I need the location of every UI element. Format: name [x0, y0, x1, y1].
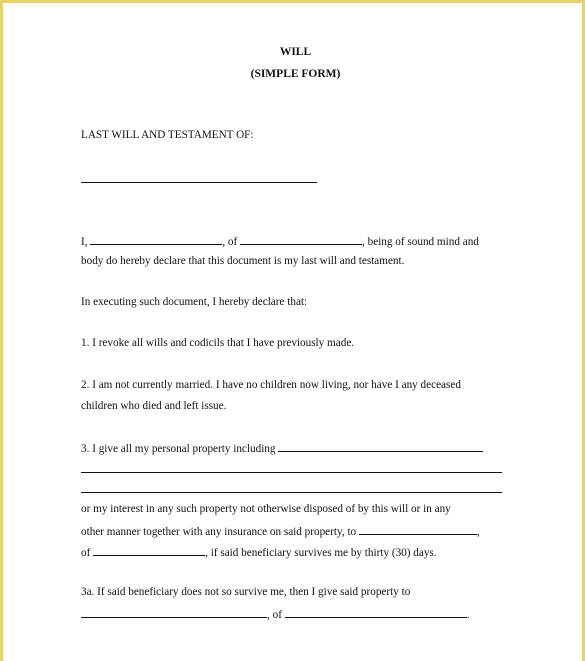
beneficiary-residence-blank[interactable]	[93, 545, 205, 556]
will-document	[3, 3, 585, 661]
document-subtitle: (SIMPLE FORM)	[250, 68, 341, 80]
item-3-of-text: of	[81, 547, 91, 559]
item-3a-of-text: , of	[267, 609, 282, 621]
residence-blank[interactable]	[240, 234, 362, 245]
item-3a-line-1: 3a. If said beneficiary does not so survive me, then I give said property to	[81, 586, 411, 598]
intro-text-sound-mind: , being of sound mind and	[362, 236, 479, 248]
intro-line-2: body do hereby declare that this document is my last will and testament.	[81, 255, 405, 267]
name-blank[interactable]	[90, 234, 222, 245]
intro-line-1	[81, 234, 479, 248]
item-3-insurance-text: other manner together with any insurance on said property, to	[81, 526, 357, 538]
item-3-text: 3. I give all my personal property including	[81, 443, 276, 455]
alternate-residence-blank[interactable]	[285, 607, 467, 618]
testament-heading: LAST WILL AND TESTAMENT OF:	[81, 129, 254, 141]
item-2-line-2: children who died and left issue.	[81, 400, 227, 412]
testator-name-blank[interactable]	[81, 182, 317, 183]
property-blank-line-3[interactable]	[81, 492, 502, 493]
item-3a-period: .	[466, 609, 470, 621]
item-3a-line-2	[81, 607, 470, 621]
item-3-survives-text: , if said beneficiary survives me by thirty (30) days.	[205, 547, 437, 559]
item-3-line-2: or my interest in any such property not otherwise disposed of by this will or in any	[81, 503, 451, 515]
item-3-line-3	[81, 524, 480, 538]
declaration-text: In executing such document, I hereby declare that:	[81, 296, 308, 308]
item-1: 1. I revoke all wills and codicils that I have previously made.	[81, 337, 355, 349]
item-3-line-1	[81, 441, 483, 455]
beneficiary-blank[interactable]	[359, 524, 477, 535]
item-3-line-4	[81, 545, 437, 559]
alternate-beneficiary-blank[interactable]	[81, 607, 267, 618]
personal-property-blank[interactable]	[278, 441, 483, 452]
document-title: WILL	[279, 46, 312, 58]
item-2-line-1: 2. I am not currently married. I have no children now living, nor have I any deceased	[81, 379, 461, 391]
item-3-comma: ,	[476, 526, 480, 538]
intro-text-of: , of	[222, 236, 238, 248]
property-blank-line-2[interactable]	[81, 472, 502, 473]
intro-text-i: I,	[81, 236, 88, 248]
